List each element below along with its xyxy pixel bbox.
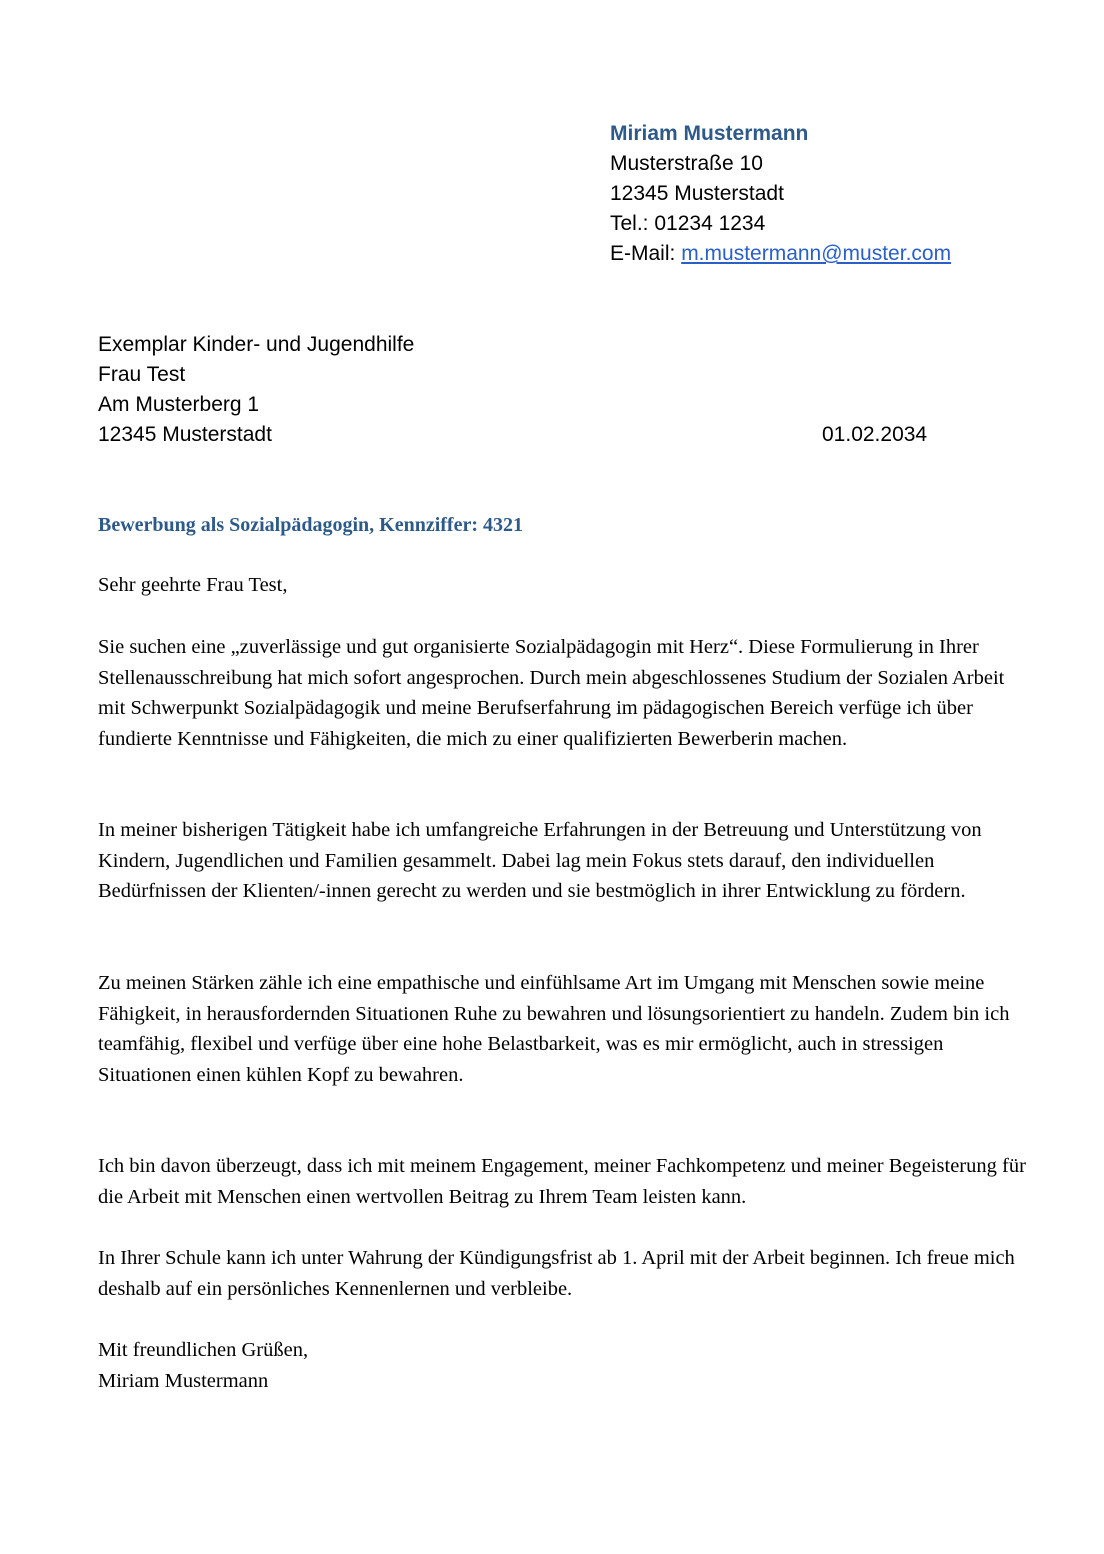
body-paragraph xyxy=(98,1151,1033,1212)
recipient-city: 12345 Musterstadt xyxy=(98,423,272,446)
letter-subject: Bewerbung als Sozialpädagogin, Kennziffer: 4321 xyxy=(98,514,524,536)
paragraph-text: Ich bin davon überzeugt, dass ich mit meinem Engagement, meiner Fachkompetenz und meiner Begeisterung für die Arbeit mit Menschen einen wertvollen Beitrag zu Ihrem Team leisten kann. xyxy=(98,1155,1026,1208)
signature-name: Miriam Mustermann xyxy=(98,1369,269,1392)
paragraph-text: In meiner bisherigen Tätigkeit habe ich umfangreiche Erfahrungen in der Betreuung und Unterstützung von Kindern, Jugendlichen und Familien gesammelt. Dabei lag mein Fokus stets darauf, den individuellen Bedürfnissen der Klienten/-innen gerecht zu werden und sie bestmöglich in ihrer Entwicklung zu fördern. xyxy=(98,819,982,902)
recipient-address-block xyxy=(98,330,414,450)
body-paragraph xyxy=(98,968,1033,1090)
letter-date: 01.02.2034 xyxy=(822,423,928,446)
body-paragraph xyxy=(98,815,1033,907)
sender-email-link[interactable]: m.mustermann@muster.com xyxy=(681,242,952,265)
recipient-organization: Exemplar Kinder- und Jugendhilfe xyxy=(98,333,415,356)
sender-email-line xyxy=(610,239,951,269)
sender-city: 12345 Musterstadt xyxy=(610,182,784,205)
sender-phone: Tel.: 01234 1234 xyxy=(610,212,766,235)
sender-email-label: E-Mail: xyxy=(610,242,682,265)
body-paragraph xyxy=(98,1243,1033,1304)
paragraph-text: Sie suchen eine „zuverlässige und gut organisierte Sozialpädagogin mit Herz“. Diese Formulierung in Ihrer Stellenausschreibung hat mich sofort angesprochen. Durch mein abgeschlossenes Studium der Sozialen Arbeit mit Schwerpunkt Sozialpädagogik und meine Berufserfahrung im pädagogischen Bereich verfüge ich über fundierte Kenntnisse und Fähigkeiten, die mich zu einer qualifizierten Bewerberin machen. xyxy=(98,636,1005,750)
closing-phrase: Mit freundlichen Grüßen, xyxy=(98,1339,309,1361)
sender-name: Miriam Mustermann xyxy=(610,122,809,145)
recipient-street: Am Musterberg 1 xyxy=(98,393,260,416)
paragraph-text: In Ihrer Schule kann ich unter Wahrung der Kündigungsfrist ab 1. April mit der Arbeit beginnen. Ich freue mich deshalb auf ein persönliches Kennenlernen und verbleibe. xyxy=(98,1247,1015,1300)
recipient-contact: Frau Test xyxy=(98,363,186,386)
sender-address-block xyxy=(610,119,951,269)
body-paragraph xyxy=(98,632,1033,754)
paragraph-text: Zu meinen Stärken zähle ich eine empathische und einfühlsame Art im Umgang mit Menschen sowie meine Fähigkeit, in herausfordernden Situationen Ruhe zu bewahren und lösungsorientiert zu handeln. Zudem bin ich teamfähig, flexibel und verfüge über eine hohe Belastbarkeit, was es mir ermöglicht, auch in stressigen Situationen einen kühlen Kopf zu bewahren. xyxy=(98,972,1010,1086)
salutation: Sehr geehrte Frau Test, xyxy=(98,574,288,596)
closing-block xyxy=(98,1335,1033,1396)
sender-street: Musterstraße 10 xyxy=(610,152,763,175)
